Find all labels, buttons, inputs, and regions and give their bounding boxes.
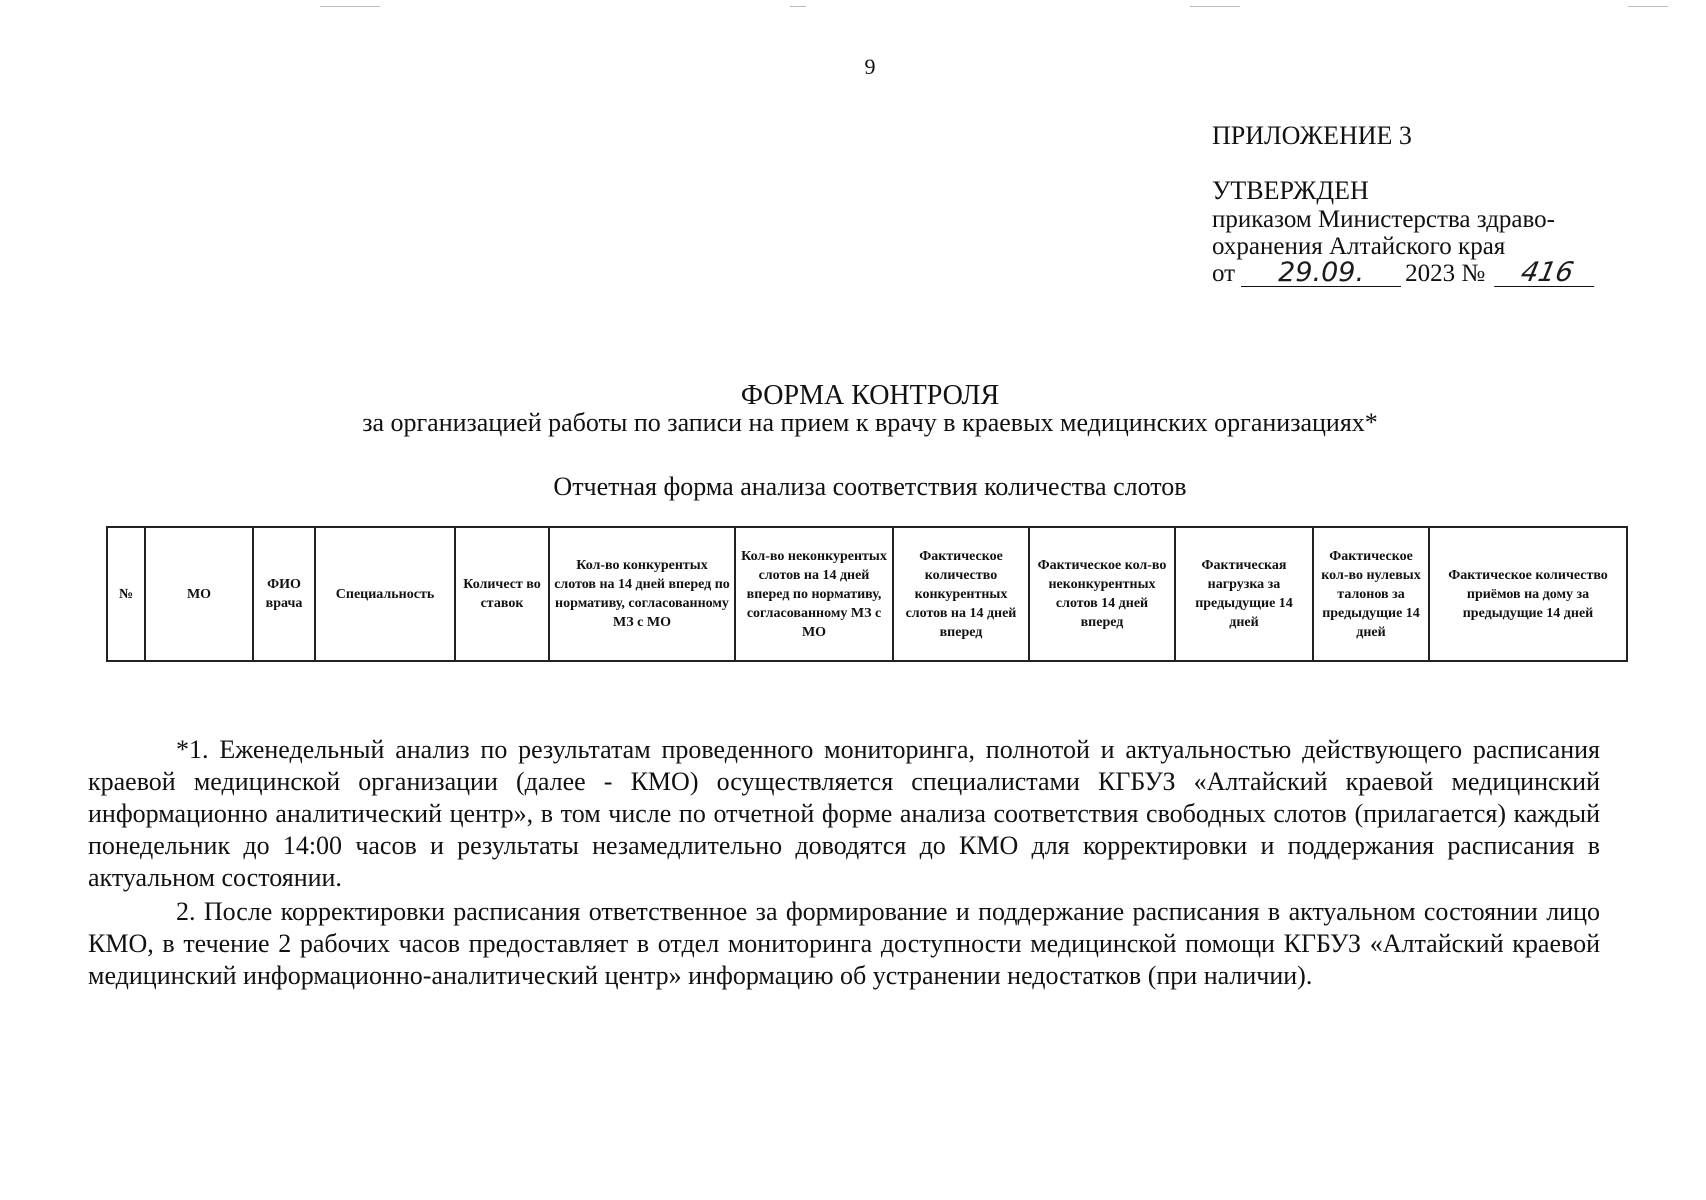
form-title: ФОРМА КОНТРОЛЯ	[740, 380, 1000, 411]
handwritten-order-number: 416	[1494, 260, 1600, 287]
scan-artifact	[320, 6, 380, 7]
report-form-title: Отчетная форма анализа соответствия количества слотов	[553, 472, 1187, 501]
header-cell-specialty: Специальность	[315, 527, 455, 661]
order-line-1: приказом Министерства здраво-	[1212, 206, 1555, 233]
header-cell-home-visits: Фактическое количество приёмов на дому за предыдущие 14 дней	[1429, 527, 1627, 661]
appendix-label: ПРИЛОЖЕНИЕ 3	[1212, 121, 1412, 150]
scan-artifact	[1190, 6, 1240, 7]
approval-block	[1212, 122, 1652, 287]
order-line-2: охранения Алтайского края	[1212, 233, 1506, 260]
header-cell-noncompetitive-norm: Кол-во неконкурентых слотов на 14 дней вперед по нормативу, согласованному МЗ с МО	[735, 527, 893, 661]
header-cell-number: №	[107, 527, 145, 661]
page-number: 9	[864, 54, 876, 79]
date-prefix: от	[1212, 260, 1236, 287]
header-cell-mo: МО	[145, 527, 253, 661]
year-number-label: 2023 №	[1405, 260, 1486, 287]
handwritten-date: 29.09.	[1241, 260, 1401, 287]
notes-section	[88, 734, 1600, 994]
note-paragraph-2: 2. После корректировки расписания ответственное за формирование и поддержание расписания в актуальном состоянии лицо КМО, в течение 2 рабочих часов предоставляет в отдел мониторинга доступности медицинской помощи КГБУЗ «Алтайский краевой медицинский информационно-аналитический центр» информацию об устранении недостатков (при наличии).	[88, 897, 1600, 990]
header-cell-actual-competitive: Фактическое количество конкурентных слотов на 14 дней вперед	[893, 527, 1029, 661]
header-cell-rates: Количест во ставок	[455, 527, 549, 661]
header-cell-actual-noncompetitive: Фактическое кол-во неконкурентных слотов 14 дней вперед	[1029, 527, 1175, 661]
scan-artifact	[1628, 6, 1668, 7]
scan-artifact	[790, 6, 806, 7]
order-date-line	[1212, 257, 1652, 288]
note-paragraph-1: *1. Еженедельный анализ по результатам проведенного мониторинга, полнотой и актуальностью действующего расписания краевой медицинской организации (далее - КМО) осуществляется специалистами КГБУЗ «Алтайский краевой медицинский информационно аналитический центр», в том числе по отчетной форме анализа соответствия свободных слотов (прилагается) каждый понедельник до 14:00 часов и результаты незамедлительно доводятся до КМО для корректировки и поддержания расписания в актуальном состоянии.	[88, 735, 1600, 892]
table-header-row	[107, 527, 1627, 661]
header-cell-zero-tickets: Фактическое кол-во нулевых талонов за предыдущие 14 дней	[1313, 527, 1429, 661]
header-cell-doctor-name: ФИО врача	[253, 527, 315, 661]
approved-label: УТВЕРЖДЕН	[1212, 176, 1369, 205]
header-cell-competitive-norm: Кол-во конкурентых слотов на 14 дней вперед по нормативу, согласованному МЗ с МО	[549, 527, 735, 661]
form-subtitle: за организацией работы по записи на прием к врачу в краевых медицинских организациях*	[362, 408, 1378, 437]
report-table	[106, 526, 1628, 662]
header-cell-actual-load: Фактическая нагрузка за предыдущие 14 дней	[1175, 527, 1313, 661]
